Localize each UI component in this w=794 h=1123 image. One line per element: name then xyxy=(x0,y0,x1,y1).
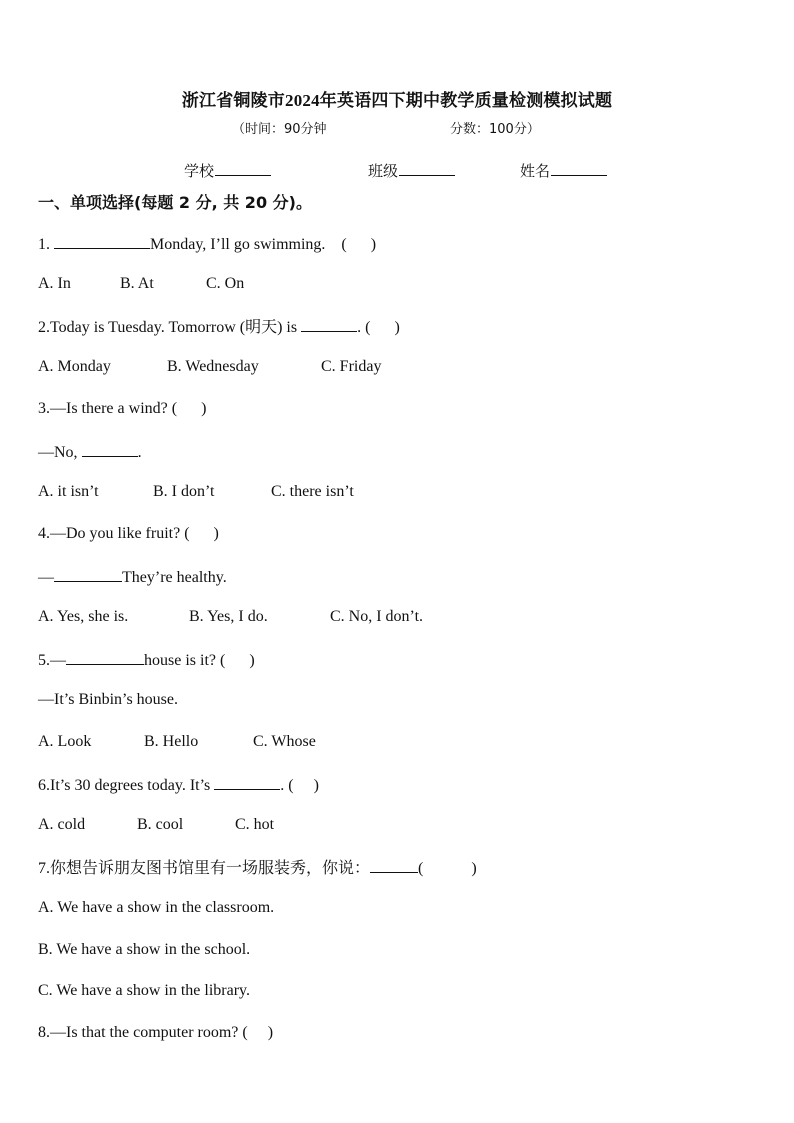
q7-text: 7.你想告诉朋友图书馆里有一场服装秀，你说： xyxy=(38,860,371,877)
q6-option-a[interactable]: A. cold xyxy=(38,816,86,833)
name-field[interactable] xyxy=(520,160,607,181)
q3-blank[interactable] xyxy=(82,441,138,457)
class-blank[interactable] xyxy=(399,161,455,176)
q4-blank[interactable] xyxy=(54,566,122,582)
q3-response-end: . xyxy=(137,444,142,461)
q1-option-a[interactable]: A. In xyxy=(38,275,71,292)
question-4-options xyxy=(38,607,423,627)
q7-blank[interactable] xyxy=(370,857,418,873)
q2-option-b[interactable]: B. Wednesday xyxy=(167,358,259,375)
q7-option-a[interactable]: A. We have a show in the classroom. xyxy=(38,899,275,916)
q1-option-b[interactable]: B. At xyxy=(120,275,154,292)
question-4-stem: 4.—Do you like fruit? ( ) xyxy=(38,525,219,542)
school-blank[interactable] xyxy=(215,161,271,176)
question-3-response xyxy=(38,441,142,463)
q4-option-b[interactable]: B. Yes, I do. xyxy=(189,608,268,625)
question-5-options xyxy=(38,732,316,752)
question-2-stem xyxy=(38,316,400,338)
school-field[interactable] xyxy=(184,160,271,181)
q1-option-c[interactable]: C. On xyxy=(206,275,245,292)
q6-blank[interactable] xyxy=(214,774,280,790)
q1-number: 1. xyxy=(38,236,54,253)
q1-text: Monday, I’ll go swimming. ( ) xyxy=(150,236,377,253)
q2-blank[interactable] xyxy=(301,316,357,332)
section-heading: 一、单项选择(每题 2 分, 共 20 分)。 xyxy=(38,193,312,212)
q7-paren: ( ) xyxy=(418,860,477,877)
q5-option-a[interactable]: A. Look xyxy=(38,733,92,750)
q4-option-a[interactable]: A. Yes, she is. xyxy=(38,608,129,625)
question-8-stem: 8.—Is that the computer room? ( ) xyxy=(38,1024,274,1041)
q2-text-post: . ( ) xyxy=(357,319,400,336)
question-1-options xyxy=(38,274,244,294)
q5-number: 5.— xyxy=(38,652,66,669)
page-title: 浙江省铜陵市2024年英语四下期中教学质量检测模拟试题 xyxy=(181,91,613,110)
q3-option-b[interactable]: B. I don’t xyxy=(153,483,215,500)
q4-response-text: They’re healthy. xyxy=(122,569,227,586)
q3-option-a[interactable]: A. it isn’t xyxy=(38,483,99,500)
name-blank[interactable] xyxy=(551,161,607,176)
q2-option-a[interactable]: A. Monday xyxy=(38,358,111,375)
q6-option-c[interactable]: C. hot xyxy=(235,816,275,833)
question-6-options xyxy=(38,815,274,835)
q2-option-c[interactable]: C. Friday xyxy=(321,358,382,375)
exam-time: （时间：90分钟 xyxy=(232,122,327,137)
school-label: 学校 xyxy=(184,164,215,180)
question-3-options xyxy=(38,482,354,502)
q5-text: house is it? ( ) xyxy=(144,652,255,669)
question-5-response: —It’s Binbin’s house. xyxy=(38,691,179,708)
question-2-options xyxy=(38,357,381,377)
q7-option-b[interactable]: B. We have a show in the school. xyxy=(38,941,251,958)
class-label: 班级 xyxy=(368,164,399,180)
q3-option-c[interactable]: C. there isn’t xyxy=(271,483,354,500)
name-label: 姓名 xyxy=(520,164,551,180)
q5-option-c[interactable]: C. Whose xyxy=(253,733,316,750)
q7-option-c[interactable]: C. We have a show in the library. xyxy=(38,982,250,999)
q6-text-post: . ( ) xyxy=(280,777,319,794)
question-1-stem xyxy=(38,233,376,255)
q3-response-text: —No, xyxy=(38,444,82,461)
q5-blank[interactable] xyxy=(66,649,144,665)
q4-response-dash: — xyxy=(38,569,54,586)
student-info-fields xyxy=(0,160,794,182)
question-7-stem xyxy=(38,857,477,879)
q6-text-pre: 6.It’s 30 degrees today. It’s xyxy=(38,777,215,794)
exam-score: 分数：100分） xyxy=(450,122,540,137)
q5-option-b[interactable]: B. Hello xyxy=(144,733,199,750)
question-4-response xyxy=(38,566,227,588)
q1-blank[interactable] xyxy=(54,233,150,249)
q4-option-c[interactable]: C. No, I don’t. xyxy=(330,608,424,625)
question-5-stem xyxy=(38,649,255,671)
q2-text-pre: 2.Today is Tuesday. Tomorrow (明天) is xyxy=(38,319,302,336)
question-3-stem: 3.—Is there a wind? ( ) xyxy=(38,400,207,417)
class-field[interactable] xyxy=(368,160,455,181)
q6-option-b[interactable]: B. cool xyxy=(137,816,184,833)
question-6-stem xyxy=(38,774,319,796)
